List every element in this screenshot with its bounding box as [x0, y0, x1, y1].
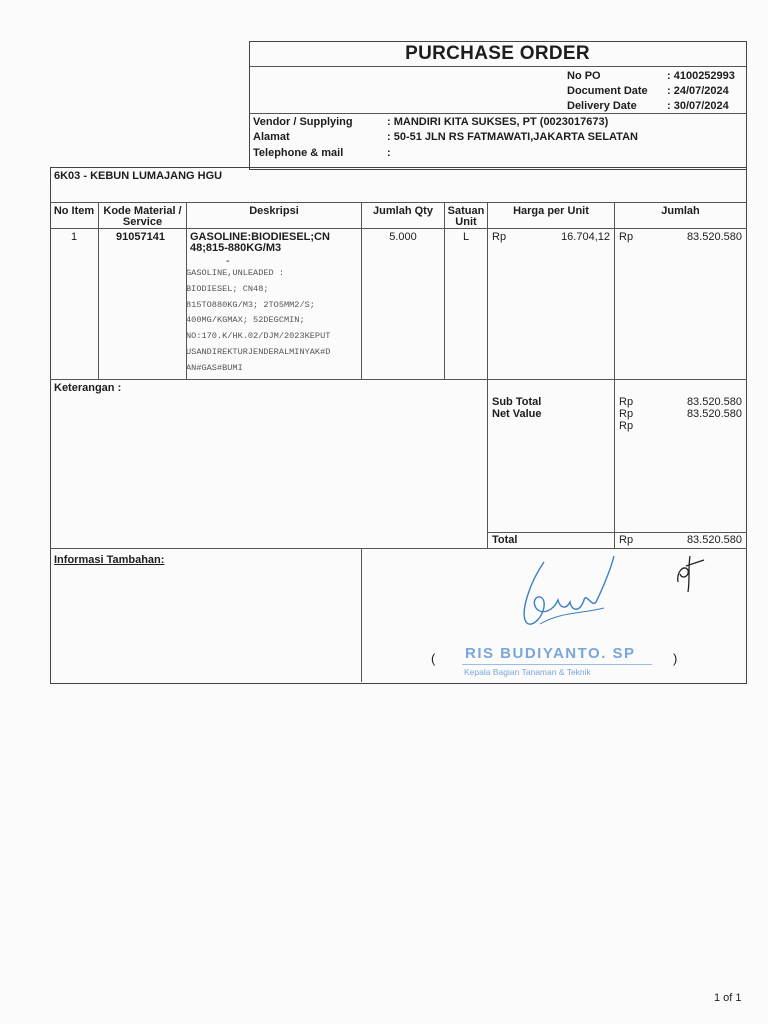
info-label-word2: Tambahan:	[106, 554, 165, 566]
document-date-value: : 24/07/2024	[667, 85, 729, 97]
item-price: 16.704,12	[561, 231, 610, 243]
divider	[50, 548, 747, 549]
page-title: PURCHASE ORDER	[405, 43, 590, 64]
delivery-date-label: Delivery Date	[567, 100, 637, 112]
address-label: Alamat	[253, 131, 290, 143]
address-value: : 50-51 JLN RS FATMAWATI,JAKARTA SELATAN	[387, 131, 638, 143]
col-no-item: No Item	[53, 205, 95, 217]
col-harga: Harga per Unit	[513, 205, 589, 217]
signature-close-paren: )	[673, 651, 678, 666]
item-total-currency: Rp	[619, 231, 634, 243]
vendor-label: Vendor / Supplying	[253, 116, 353, 128]
item-desc-line1: GASOLINE:BIODIESEL;CN	[190, 231, 330, 243]
item-qty: 5.000	[389, 231, 417, 243]
phone-value: :	[387, 147, 391, 159]
vendor-value: : MANDIRI KITA SUKSES, PT (0023017673)	[387, 116, 609, 128]
net-value-label: Net Value	[492, 408, 542, 420]
page-number: 1 of 1	[714, 992, 742, 1004]
delivery-date-value: : 30/07/2024	[667, 100, 729, 112]
item-total: 83.520.580	[686, 231, 742, 243]
desc-line: NO:170.K/HK.02/DJM/2023KEPUT	[186, 331, 331, 342]
col-qty: Jumlah Qty	[373, 205, 433, 217]
item-kode: 91057141	[116, 231, 165, 243]
net-value: 83.520.580	[686, 408, 742, 420]
info-tambahan-label	[54, 554, 164, 567]
item-desc-dash: -	[226, 255, 230, 267]
subtotal-currency: Rp	[619, 396, 634, 408]
item-no: 1	[70, 231, 78, 243]
col-jumlah: Jumlah	[661, 205, 700, 217]
divider	[487, 202, 488, 548]
po-label: No PO	[567, 70, 601, 82]
signatory-name: RIS BUDIYANTO. SP	[465, 645, 636, 662]
desc-line: 815TO880KG/M3; 2TO5MM2/S;	[186, 299, 315, 310]
divider	[249, 66, 746, 67]
divider	[361, 548, 362, 682]
desc-line: AN#GAS#BUMI	[186, 362, 243, 373]
document-date-label: Document Date	[567, 85, 648, 97]
subtotal-value: 83.520.580	[686, 396, 742, 408]
po-value: : 4100252993	[667, 70, 735, 82]
col-satuan-line2: Unit	[455, 216, 477, 228]
item-price-currency: Rp	[492, 231, 507, 243]
net-value-currency: Rp	[619, 408, 634, 420]
item-long-description	[186, 266, 330, 377]
divider	[50, 202, 747, 203]
divider	[361, 202, 362, 379]
divider	[614, 202, 615, 548]
info-label-word1: Informasi	[54, 554, 104, 566]
extra-currency: Rp	[619, 420, 634, 432]
subtotal-label: Sub Total	[492, 396, 542, 408]
desc-line: USANDIREKTURJENDERALMINYAK#D	[186, 346, 331, 357]
col-kode-line2: Service	[122, 216, 163, 228]
item-unit: L	[462, 231, 470, 243]
keterangan-label: Keterangan :	[54, 382, 122, 394]
col-deskripsi: Deskripsi	[249, 205, 299, 217]
desc-line: BIODIESEL; CN48;	[186, 283, 269, 294]
total-label: Total	[492, 534, 518, 546]
phone-label: Telephone & mail	[253, 147, 344, 159]
total-value: 83.520.580	[686, 534, 742, 546]
signature-open-paren: (	[431, 651, 436, 666]
col-kode-line1: Kode Material /	[103, 205, 182, 217]
plant-name: 6K03 - KEBUN LUMAJANG HGU	[54, 170, 223, 182]
item-desc-line2: 48;815-880KG/M3	[190, 242, 282, 254]
main-box	[50, 167, 747, 684]
signatory-title: Kepala Bagian Tanaman & Teknik	[464, 667, 591, 677]
desc-line: GASOLINE,UNLEADED :	[186, 268, 284, 278]
divider	[487, 532, 747, 533]
total-currency: Rp	[619, 534, 634, 546]
initials-mark	[672, 552, 708, 594]
desc-line: 400MG/KGMAX; 52DEGCMIN;	[186, 315, 305, 326]
col-satuan-line1: Satuan	[447, 205, 485, 217]
signature-underline	[462, 664, 652, 665]
divider	[249, 113, 746, 114]
divider	[50, 379, 747, 380]
